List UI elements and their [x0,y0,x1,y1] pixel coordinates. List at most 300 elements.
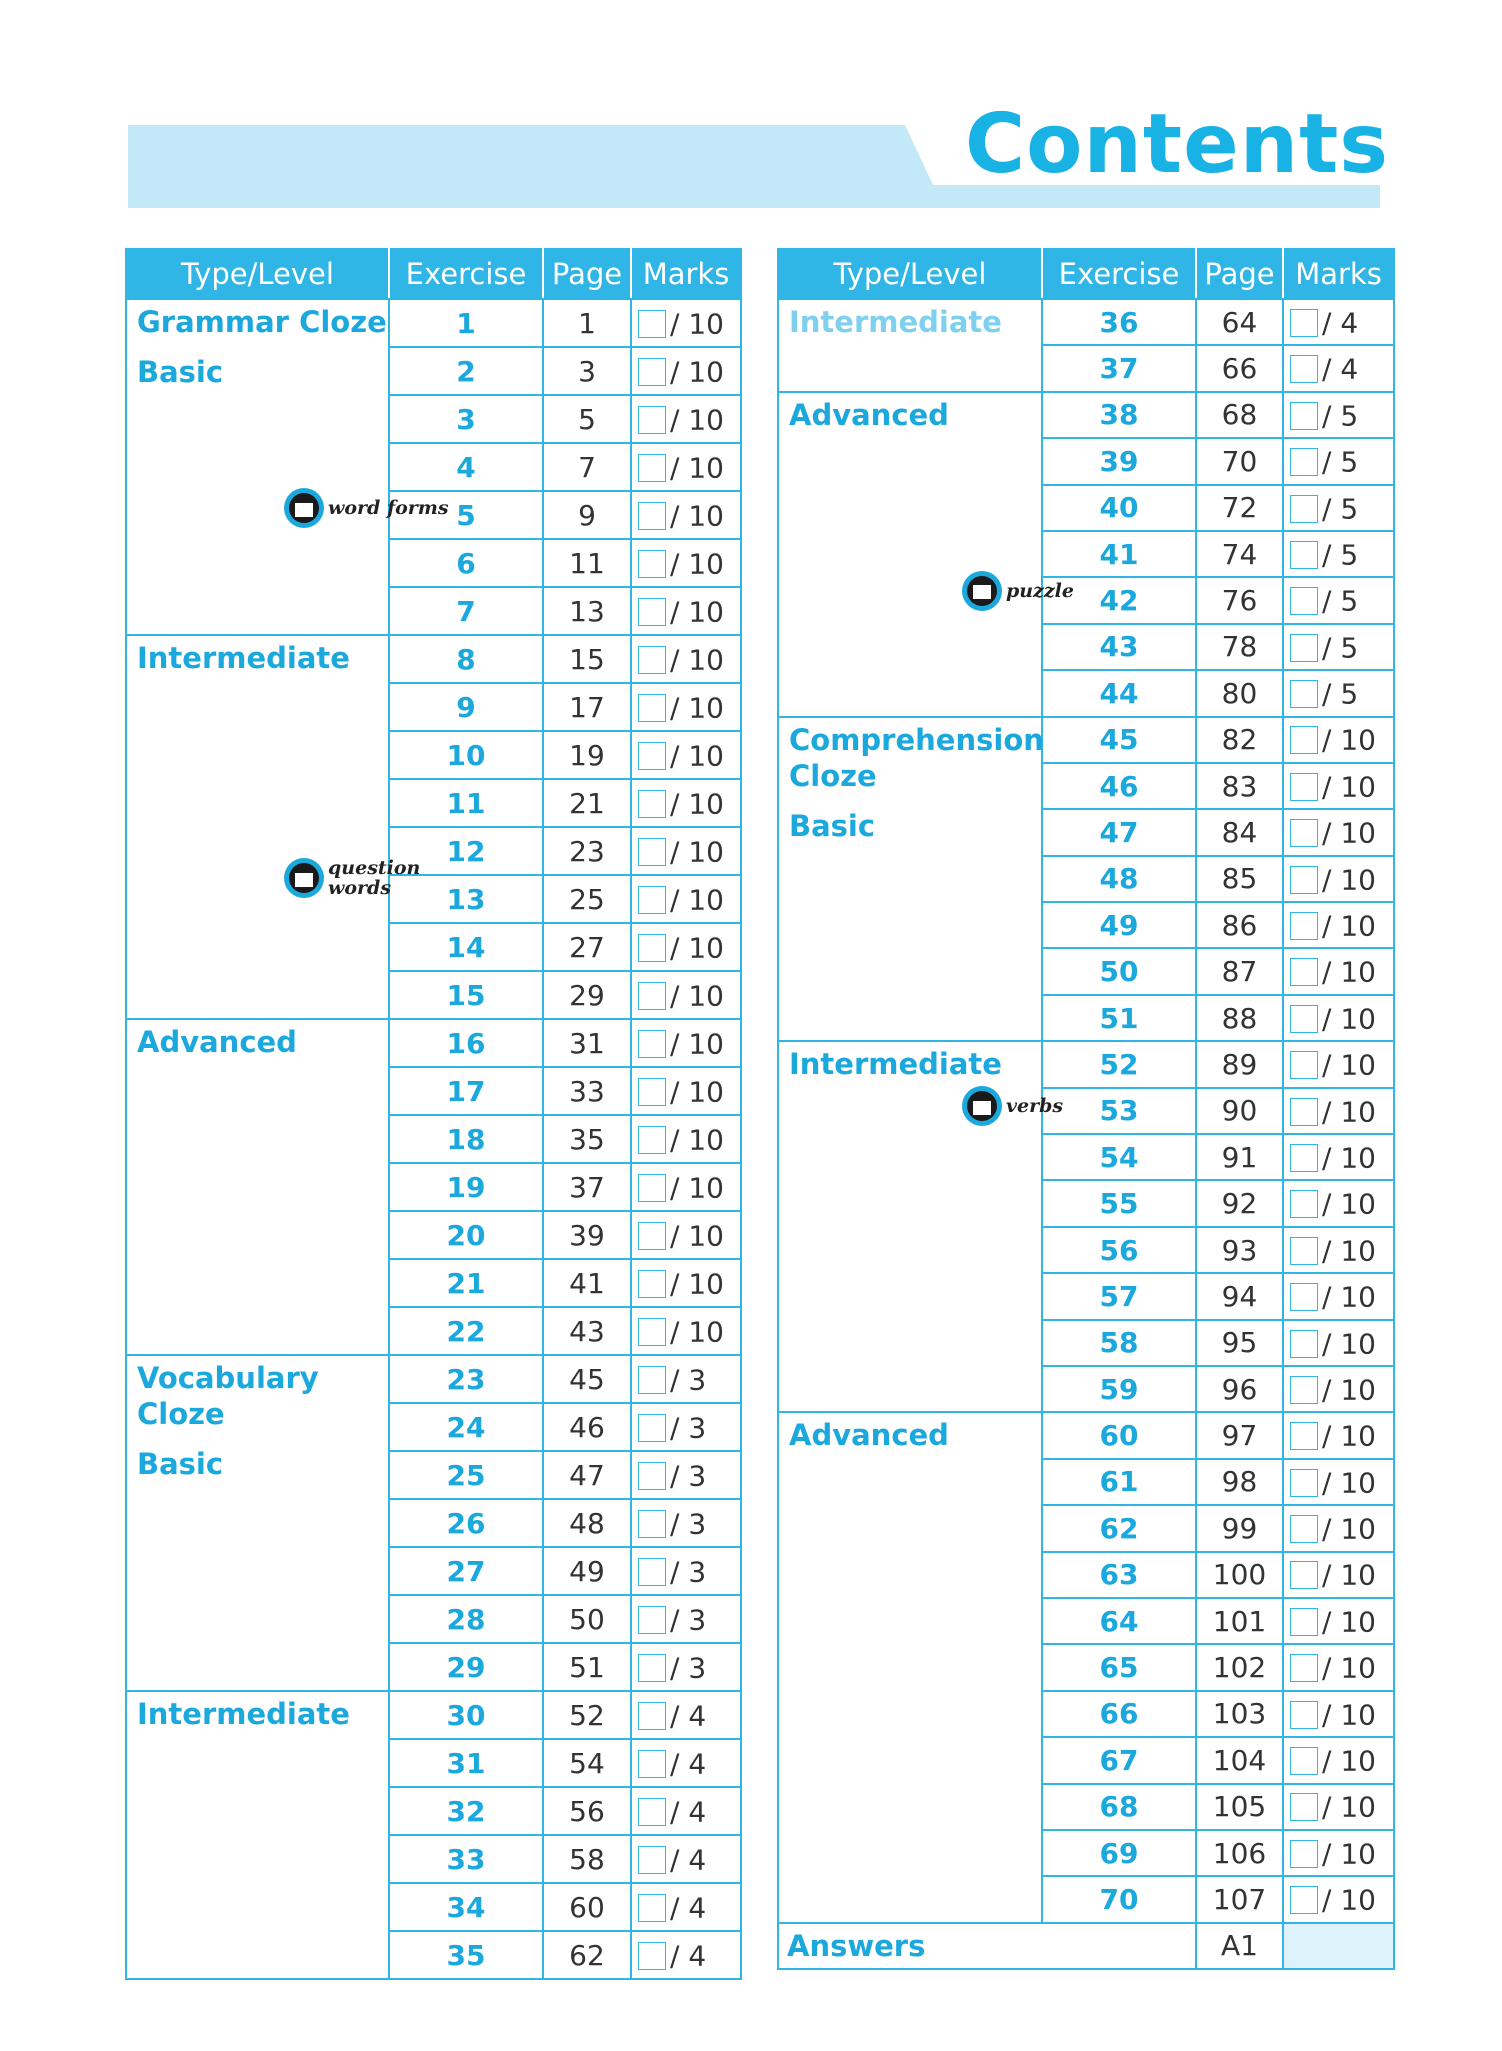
marks-input-box[interactable] [1290,1793,1318,1821]
marks-cell [1283,763,1394,809]
marks-cell [631,1451,741,1499]
marks-max: / 10 [1322,955,1376,989]
page-number: 27 [543,923,631,971]
page-number: 60 [543,1883,631,1931]
marks-cell [1283,1180,1394,1226]
marks-cell [1283,1459,1394,1505]
marks-input-box[interactable] [1290,495,1318,523]
exercise-number[interactable]: 25 [389,1451,543,1499]
marks-input-box[interactable] [1290,1330,1318,1358]
marks-input-box[interactable] [1290,1747,1318,1775]
marks-cell [631,539,741,587]
exercise-number[interactable]: 57 [1042,1273,1196,1319]
exercise-number[interactable]: 39 [1042,438,1196,484]
page-number: 83 [1196,763,1283,809]
marks-cell [1283,1320,1394,1366]
marks-input-box[interactable] [638,502,666,530]
page-number: 97 [1196,1412,1283,1458]
marks-input-box[interactable] [638,1894,666,1922]
exercise-number[interactable]: 51 [1042,995,1196,1041]
marks-cell [1283,809,1394,855]
exercise-number[interactable]: 59 [1042,1366,1196,1412]
exercise-number[interactable]: 10 [389,731,543,779]
exercise-number[interactable]: 38 [1042,392,1196,438]
marks-cell [1283,1830,1394,1876]
marks-cell [1283,902,1394,948]
exercise-number[interactable]: 31 [389,1739,543,1787]
type-level-cell [126,635,421,1019]
marks-input-box[interactable] [638,838,666,866]
marks-max: / 10 [1322,1419,1376,1453]
exercise-number[interactable]: 69 [1042,1830,1196,1876]
exercise-number[interactable]: 5 [389,491,543,539]
marks-input-box[interactable] [638,1462,666,1490]
exercise-number[interactable]: 54 [1042,1134,1196,1180]
exercise-number[interactable]: 46 [1042,763,1196,809]
page-number: 86 [1196,902,1283,948]
exercise-number[interactable]: 21 [389,1259,543,1307]
marks-max: / 10 [1322,1095,1376,1129]
type-level-cell [778,392,1074,717]
exercise-number[interactable]: 63 [1042,1552,1196,1598]
type-level-cell [778,1412,1042,1922]
marks-input-box[interactable] [638,550,666,578]
marks-input-box[interactable] [1290,726,1318,754]
marks-input-box[interactable] [638,310,666,338]
page-number: 100 [1196,1552,1283,1598]
marks-input-box[interactable] [638,886,666,914]
marks-input-box[interactable] [1290,1005,1318,1033]
exercise-number[interactable]: 29 [389,1643,543,1691]
notebook-icon [284,488,324,528]
marks-cell [631,1403,741,1451]
exercise-number[interactable]: 36 [1042,299,1196,345]
marks-max: / 4 [670,1795,707,1829]
marks-input-box[interactable] [638,1414,666,1442]
marks-input-box[interactable] [1290,912,1318,940]
answers-marks-cell [1283,1923,1394,1969]
page-number: 25 [543,875,631,923]
marks-max: / 10 [670,403,724,437]
exercise-number[interactable]: 8 [389,635,543,683]
exercise-number[interactable]: 17 [389,1067,543,1115]
exercise-number[interactable]: 27 [389,1547,543,1595]
marks-max: / 3 [670,1555,707,1589]
marks-max: / 10 [1322,1002,1376,1036]
exercise-number[interactable]: 61 [1042,1459,1196,1505]
marks-max: / 10 [1322,909,1376,943]
marks-input-box[interactable] [1290,866,1318,894]
marks-max: / 10 [670,835,724,869]
marks-max: / 5 [1322,677,1359,711]
marks-input-box[interactable] [638,1318,666,1346]
exercise-number[interactable]: 45 [1042,717,1196,763]
marks-cell [631,683,741,731]
marks-cell [1283,1552,1394,1598]
marks-input-box[interactable] [1290,1469,1318,1497]
section-level-label: Intermediate [789,1047,1002,1082]
page-number: 101 [1196,1598,1283,1644]
page-number: 54 [543,1739,631,1787]
table-header-row [126,249,741,299]
marks-input-box[interactable] [1290,1098,1318,1126]
marks-input-box[interactable] [1290,1840,1318,1868]
page-number: 37 [543,1163,631,1211]
exercise-number[interactable]: 12 [389,827,543,875]
marks-input-box[interactable] [1290,1608,1318,1636]
marks-input-box[interactable] [1290,1701,1318,1729]
page-number: 98 [1196,1459,1283,1505]
exercise-number[interactable]: 18 [389,1115,543,1163]
marks-max: / 3 [670,1459,707,1493]
page-number: 15 [543,635,631,683]
marks-input-box[interactable] [638,646,666,674]
marks-input-box[interactable] [1290,1886,1318,1914]
marks-max: / 10 [670,355,724,389]
marks-cell [1283,392,1394,438]
marks-cell [1283,670,1394,716]
marks-input-box[interactable] [1290,309,1318,337]
page-title: Contents [965,97,1390,192]
exercise-number[interactable]: 49 [1042,902,1196,948]
exercise-number[interactable]: 22 [389,1307,543,1355]
exercise-number[interactable]: 48 [1042,856,1196,902]
exercise-number[interactable]: 53 [1042,1088,1196,1134]
exercise-number[interactable]: 20 [389,1211,543,1259]
topic-note [962,1086,1063,1126]
section-level-label: Intermediate [789,305,1002,339]
marks-max: / 10 [670,1075,724,1109]
marks-cell [1283,624,1394,670]
table-row [126,1019,741,1067]
marks-cell [1283,1088,1394,1134]
marks-cell [1283,1505,1394,1551]
exercise-number[interactable]: 23 [389,1355,543,1403]
marks-input-box[interactable] [1290,1515,1318,1543]
marks-cell [1283,1134,1394,1180]
marks-input-box[interactable] [638,982,666,1010]
exercise-number[interactable]: 62 [1042,1505,1196,1551]
exercise-number[interactable]: 35 [389,1931,543,1979]
marks-input-box[interactable] [638,1702,666,1730]
marks-max: / 10 [670,499,724,533]
page-number: 102 [1196,1644,1283,1690]
table-row [778,717,1394,763]
marks-input-box[interactable] [638,1366,666,1394]
page-number: 107 [1196,1876,1283,1922]
marks-input-box[interactable] [638,1078,666,1106]
exercise-number[interactable]: 28 [389,1595,543,1643]
marks-input-box[interactable] [638,1270,666,1298]
exercise-number[interactable]: 16 [389,1019,543,1067]
marks-max: / 10 [670,1027,724,1061]
marks-max: / 10 [670,787,724,821]
exercise-number[interactable]: 60 [1042,1412,1196,1458]
page-number: 7 [543,443,631,491]
page-number: 66 [1196,345,1283,391]
exercise-number[interactable]: 40 [1042,485,1196,531]
exercise-number[interactable]: 58 [1042,1320,1196,1366]
page-number: 31 [543,1019,631,1067]
exercise-number[interactable]: 24 [389,1403,543,1451]
marks-input-box[interactable] [638,1606,666,1634]
marks-input-box[interactable] [1290,1654,1318,1682]
marks-max: / 4 [670,1843,707,1877]
marks-max: / 5 [1322,445,1359,479]
marks-input-box[interactable] [1290,1561,1318,1589]
marks-input-box[interactable] [638,1030,666,1058]
marks-cell [631,779,741,827]
exercise-number[interactable]: 52 [1042,1041,1196,1087]
page-number: 62 [543,1931,631,1979]
exercise-number[interactable]: 70 [1042,1876,1196,1922]
exercise-number[interactable]: 9 [389,683,543,731]
marks-cell [631,299,741,347]
marks-input-box[interactable] [638,1558,666,1586]
exercise-number[interactable]: 2 [389,347,543,395]
page-number: 82 [1196,717,1283,763]
topic-note [962,571,1074,611]
marks-input-box[interactable] [1290,541,1318,569]
marks-input-box[interactable] [638,406,666,434]
marks-cell [631,1067,741,1115]
page-number: 50 [543,1595,631,1643]
marks-cell [1283,1366,1394,1412]
marks-cell [631,827,741,875]
marks-input-box[interactable] [638,694,666,722]
exercise-number[interactable]: 37 [1042,345,1196,391]
page-number: 43 [543,1307,631,1355]
exercise-number[interactable]: 64 [1042,1598,1196,1644]
marks-input-box[interactable] [1290,587,1318,615]
marks-input-box[interactable] [1290,1051,1318,1079]
exercise-number[interactable]: 65 [1042,1644,1196,1690]
page-number: 84 [1196,809,1283,855]
page-number: 70 [1196,438,1283,484]
marks-input-box[interactable] [1290,634,1318,662]
exercise-number[interactable]: 15 [389,971,543,1019]
marks-max: / 10 [1322,1466,1376,1500]
table-row [126,1355,741,1403]
exercise-number[interactable]: 30 [389,1691,543,1739]
marks-max: / 3 [670,1507,707,1541]
marks-input-box[interactable] [638,790,666,818]
notebook-icon [962,571,1002,611]
marks-input-box[interactable] [1290,1283,1318,1311]
marks-cell [1283,1737,1394,1783]
exercise-number[interactable]: 6 [389,539,543,587]
exercise-number[interactable]: 55 [1042,1180,1196,1226]
marks-max: / 10 [1322,1558,1376,1592]
page-number: 105 [1196,1784,1283,1830]
marks-input-box[interactable] [638,598,666,626]
marks-max: / 10 [1322,1327,1376,1361]
marks-input-box[interactable] [638,454,666,482]
marks-max: / 10 [1322,863,1376,897]
marks-cell [1283,1784,1394,1830]
marks-input-box[interactable] [1290,680,1318,708]
exercise-number[interactable]: 13 [389,875,543,923]
exercise-number[interactable]: 47 [1042,809,1196,855]
exercise-number[interactable]: 66 [1042,1691,1196,1737]
marks-cell [631,1787,741,1835]
marks-cell [1283,995,1394,1041]
marks-cell [631,347,741,395]
marks-max: / 10 [670,1315,724,1349]
table-row [126,635,741,683]
marks-max: / 4 [670,1891,707,1925]
marks-max: / 10 [670,931,724,965]
table-row [778,1412,1394,1458]
marks-input-box[interactable] [638,1174,666,1202]
page-number: 78 [1196,624,1283,670]
exercise-number[interactable]: 1 [389,299,543,347]
marks-max: / 10 [1322,723,1376,757]
marks-input-box[interactable] [638,1846,666,1874]
marks-cell [1283,1412,1394,1458]
marks-input-box[interactable] [1290,1422,1318,1450]
marks-cell [631,1691,741,1739]
table-header-row [778,249,1394,299]
exercise-number[interactable]: 14 [389,923,543,971]
exercise-number[interactable]: 56 [1042,1227,1196,1273]
notebook-icon [284,858,324,898]
page-number: 68 [1196,392,1283,438]
exercise-number[interactable]: 43 [1042,624,1196,670]
marks-input-box[interactable] [638,934,666,962]
topic-note [284,488,449,528]
page-number: 93 [1196,1227,1283,1273]
marks-max: / 10 [1322,1651,1376,1685]
marks-input-box[interactable] [638,1126,666,1154]
marks-cell [1283,1598,1394,1644]
marks-max: / 10 [1322,1698,1376,1732]
marks-max: / 5 [1322,538,1359,572]
section-level-label: Basic [789,808,876,843]
header-type-level: Type/Level [126,249,389,299]
marks-cell [1283,1876,1394,1922]
answers-label[interactable]: Answers [778,1923,1196,1969]
page-number: 17 [543,683,631,731]
page-number: 103 [1196,1691,1283,1737]
marks-max: / 10 [1322,1280,1376,1314]
exercise-number[interactable]: 33 [389,1835,543,1883]
marks-input-box[interactable] [1290,402,1318,430]
marks-input-box[interactable] [1290,448,1318,476]
marks-input-box[interactable] [638,1222,666,1250]
marks-cell [631,1931,741,1979]
exercise-number[interactable]: 67 [1042,1737,1196,1783]
marks-cell [631,1115,741,1163]
marks-input-box[interactable] [1290,1376,1318,1404]
page-number: 46 [543,1403,631,1451]
contents-table-right [777,248,1395,1970]
marks-input-box[interactable] [1290,958,1318,986]
section-type-label: Grammar Cloze [137,305,387,339]
page-number: 45 [543,1355,631,1403]
page-number: 96 [1196,1366,1283,1412]
exercise-number[interactable]: 50 [1042,948,1196,994]
exercise-number[interactable]: 11 [389,779,543,827]
exercise-number[interactable]: 44 [1042,670,1196,716]
page-number: 80 [1196,670,1283,716]
section-type-label: Comprehension Cloze [789,722,1044,793]
marks-max: / 4 [1322,352,1359,386]
marks-input-box[interactable] [1290,1190,1318,1218]
page-number: 94 [1196,1273,1283,1319]
exercise-number[interactable]: 42 [1042,577,1196,623]
marks-input-box[interactable] [638,742,666,770]
marks-cell [631,635,741,683]
page-number: 56 [543,1787,631,1835]
contents-table-left [125,248,742,1980]
marks-input-box[interactable] [1290,773,1318,801]
page-number: 1 [543,299,631,347]
marks-cell [631,1259,741,1307]
page-number: 39 [543,1211,631,1259]
header-type-level: Type/Level [778,249,1042,299]
marks-max: / 4 [670,1939,707,1973]
marks-input-box[interactable] [638,1510,666,1538]
marks-cell [631,443,741,491]
marks-max: / 10 [670,1219,724,1253]
marks-input-box[interactable] [1290,1237,1318,1265]
exercise-number[interactable]: 19 [389,1163,543,1211]
marks-input-box[interactable] [1290,819,1318,847]
marks-max: / 10 [670,643,724,677]
page-number: 49 [543,1547,631,1595]
marks-cell [631,491,741,539]
marks-input-box[interactable] [638,1798,666,1826]
type-level-cell [778,1041,1064,1412]
marks-cell [1283,1227,1394,1273]
marks-cell [631,1595,741,1643]
marks-cell [631,1499,741,1547]
marks-input-box[interactable] [1290,355,1318,383]
page-number: 33 [543,1067,631,1115]
page-number: 3 [543,347,631,395]
table-row [778,392,1394,438]
exercise-number[interactable]: 7 [389,587,543,635]
exercise-number[interactable]: 34 [389,1883,543,1931]
exercise-number[interactable]: 4 [389,443,543,491]
marks-input-box[interactable] [638,358,666,386]
exercise-number[interactable]: 68 [1042,1784,1196,1830]
exercise-number[interactable]: 26 [389,1499,543,1547]
marks-cell [631,1019,741,1067]
marks-max: / 10 [670,595,724,629]
exercise-number[interactable]: 3 [389,395,543,443]
marks-max: / 10 [670,1171,724,1205]
exercise-number[interactable]: 32 [389,1787,543,1835]
exercise-number[interactable]: 41 [1042,531,1196,577]
marks-max: / 10 [670,979,724,1013]
marks-max: / 10 [1322,1837,1376,1871]
marks-input-box[interactable] [638,1750,666,1778]
type-level-cell [126,1355,389,1691]
table-row [778,1041,1394,1087]
marks-max: / 10 [670,307,724,341]
marks-max: / 10 [1322,1187,1376,1221]
marks-input-box[interactable] [1290,1144,1318,1172]
marks-max: / 5 [1322,631,1359,665]
marks-input-box[interactable] [638,1942,666,1970]
page-number: 95 [1196,1320,1283,1366]
page-number: 21 [543,779,631,827]
marks-input-box[interactable] [638,1654,666,1682]
section-level-label: Advanced [137,1025,297,1059]
page-number: 99 [1196,1505,1283,1551]
